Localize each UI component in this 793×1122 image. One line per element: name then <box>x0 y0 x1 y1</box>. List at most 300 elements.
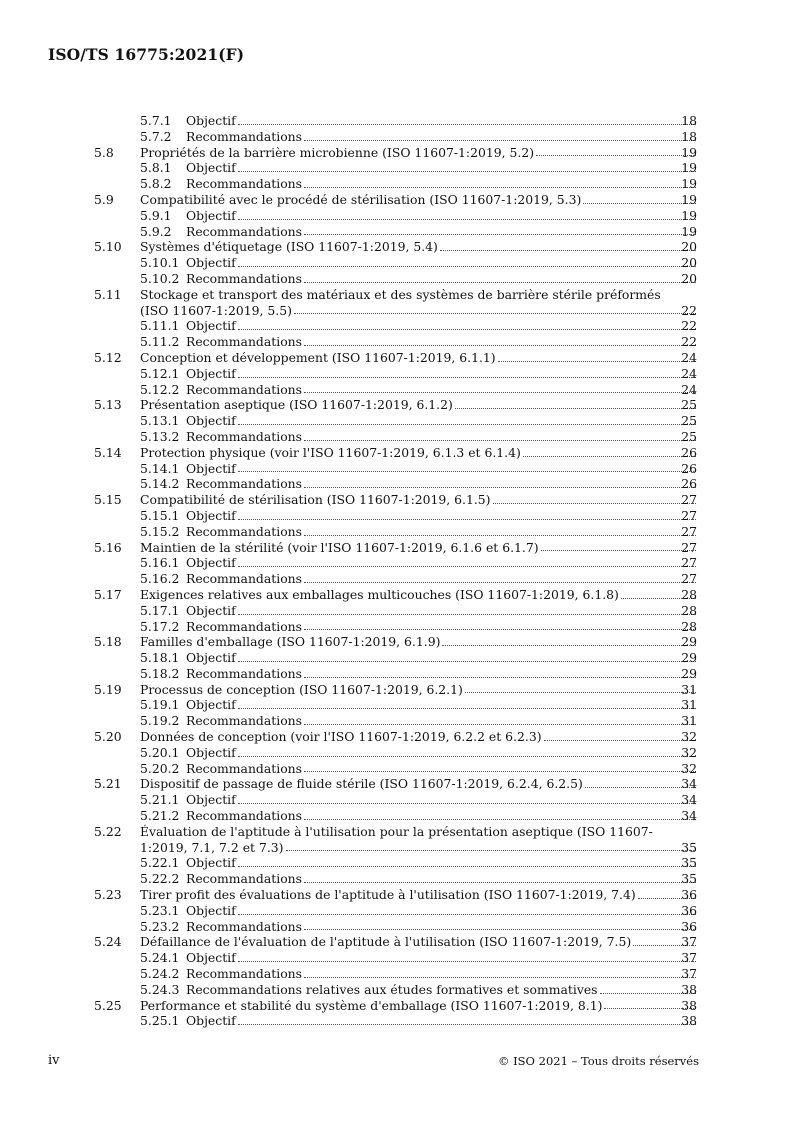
toc-dot-leader <box>304 578 696 583</box>
toc-entry-title-text: Objectif <box>186 413 236 429</box>
toc-dot-leader <box>455 404 696 409</box>
toc-entry-number: 5.11.1 <box>140 318 180 334</box>
toc-entry[interactable] <box>0 397 793 413</box>
toc-dot-leader <box>498 357 696 362</box>
toc-entry-title <box>186 366 698 382</box>
toc-entry-title <box>186 555 698 571</box>
toc-entry[interactable] <box>0 224 793 240</box>
toc-dot-leader <box>304 388 696 393</box>
toc-entry-title <box>186 160 698 176</box>
toc-entry-page: 32 <box>681 744 697 760</box>
toc-entry[interactable] <box>0 208 793 224</box>
toc-entry[interactable] <box>0 634 793 650</box>
toc-entry-title-text: 1:2019, 7.1, 7.2 et 7.3) <box>140 839 284 855</box>
toc-entry-title <box>140 492 698 508</box>
toc-entry[interactable] <box>0 413 793 429</box>
toc-entry-page: 24 <box>681 381 697 397</box>
toc-dot-leader <box>304 720 696 725</box>
toc-entry-page: 19 <box>681 176 697 192</box>
toc-entry-title <box>140 682 698 698</box>
toc-entry-page: 27 <box>681 507 697 523</box>
toc-entry-title-text: Dispositif de passage de fluide stérile (ISO 11607-1:2019, 6.2.4, 6.2.5) <box>140 776 583 792</box>
toc-entry-page: 35 <box>681 839 697 855</box>
toc-dot-leader <box>238 325 696 330</box>
toc-dot-leader <box>304 767 696 772</box>
toc-dot-leader <box>541 546 696 551</box>
toc-entry-number: 5.25 <box>94 997 122 1013</box>
toc-entry-page: 31 <box>681 697 697 713</box>
toc-entry-title-text: Objectif <box>186 744 236 760</box>
toc-dot-leader <box>304 531 696 536</box>
toc-entry-title <box>186 903 698 919</box>
toc-entry[interactable] <box>0 271 793 287</box>
toc-entry-number: 5.20.2 <box>140 760 180 776</box>
toc-dot-leader <box>583 199 696 204</box>
toc-dot-leader <box>304 815 696 820</box>
toc-entry-title <box>140 887 698 903</box>
toc-entry-page: 26 <box>681 476 697 492</box>
toc-dot-leader <box>238 120 696 125</box>
toc-entry[interactable] <box>0 934 793 950</box>
toc-dot-leader <box>304 483 696 488</box>
toc-entry-title-text: (ISO 11607-1:2019, 5.5) <box>140 302 292 318</box>
toc-entry-title-text: Évaluation de l'aptitude à l'utilisation pour la présentation aseptique (ISO 11607- <box>140 823 653 839</box>
toc-entry-title <box>186 255 698 271</box>
toc-entry[interactable] <box>0 382 793 398</box>
toc-entry-title-text: Objectif <box>186 602 236 618</box>
toc-entry-title <box>186 176 698 192</box>
toc-entry-title-text: Recommandations <box>186 428 302 444</box>
toc-dot-leader <box>465 688 696 693</box>
toc-entry[interactable] <box>0 666 793 682</box>
toc-entry-title-text: Recommandations relatives aux études formatives et sommatives <box>186 981 598 997</box>
toc-entry-page: 28 <box>681 586 697 602</box>
toc-entry-number: 5.11 <box>94 286 122 302</box>
toc-entry-page: 29 <box>681 634 697 650</box>
toc-entry[interactable] <box>0 682 793 698</box>
toc-entry-title-text: Systèmes d'étiquetage (ISO 11607-1:2019, 5.4) <box>140 239 438 255</box>
toc-dot-leader <box>304 973 696 978</box>
toc-entry-title-text: Recommandations <box>186 713 302 729</box>
toc-dot-leader <box>238 957 696 962</box>
toc-entry-page: 38 <box>681 981 697 997</box>
toc-entry-title <box>186 855 698 871</box>
toc-entry-number: 5.12.2 <box>140 381 180 397</box>
toc-dot-leader <box>544 736 696 741</box>
toc-entry-title <box>186 650 698 666</box>
toc-entry-number: 5.22.2 <box>140 871 180 887</box>
toc-entry-title-text: Recommandations <box>186 523 302 539</box>
toc-entry-title-text: Recommandations <box>186 128 302 144</box>
toc-entry[interactable] <box>0 303 793 319</box>
toc-entry[interactable] <box>0 966 793 982</box>
toc-entry-page: 37 <box>681 950 697 966</box>
toc-entry-title <box>186 413 698 429</box>
toc-entry-title-text: Objectif <box>186 1013 236 1029</box>
toc-entry-title-text: Objectif <box>186 113 236 128</box>
toc-entry-title-text: Processus de conception (ISO 11607-1:2019, 6.2.1) <box>140 681 463 697</box>
toc-entry-page: 35 <box>681 855 697 871</box>
toc-entry-number: 5.22.1 <box>140 855 180 871</box>
toc-entry-title-text: Recommandations <box>186 476 302 492</box>
toc-entry-title-text: Objectif <box>186 460 236 476</box>
toc-entry-title <box>186 571 698 587</box>
toc-dot-leader <box>238 657 696 662</box>
toc-entry-page: 19 <box>681 160 697 176</box>
toc-dot-leader <box>238 799 696 804</box>
table-of-contents <box>0 113 793 1029</box>
toc-entry[interactable] <box>0 129 793 145</box>
toc-entry[interactable] <box>0 334 793 350</box>
toc-dot-leader <box>294 309 696 314</box>
toc-entry-title <box>140 634 698 650</box>
toc-entry-page: 29 <box>681 665 697 681</box>
toc-entry-number: 5.7.1 <box>140 113 172 128</box>
toc-entry[interactable] <box>0 871 793 887</box>
toc-entry-title <box>140 192 698 208</box>
toc-entry[interactable] <box>0 113 793 129</box>
toc-entry[interactable] <box>0 998 793 1014</box>
toc-entry-title <box>186 982 698 998</box>
toc-entry[interactable] <box>0 366 793 382</box>
toc-dot-leader <box>304 341 696 346</box>
toc-entry[interactable] <box>0 287 793 303</box>
toc-dot-leader <box>286 846 697 851</box>
toc-entry-title <box>186 792 698 808</box>
toc-entry-number: 5.8.2 <box>140 176 172 192</box>
toc-entry-number: 5.18.2 <box>140 665 180 681</box>
toc-dot-leader <box>304 278 696 283</box>
toc-entry-page: 27 <box>681 539 697 555</box>
toc-entry[interactable] <box>0 950 793 966</box>
toc-entry-page: 34 <box>681 808 697 824</box>
toc-entry[interactable] <box>0 239 793 255</box>
toc-entry-page: 22 <box>681 334 697 350</box>
toc-entry-title <box>186 334 698 350</box>
toc-entry-page: 20 <box>681 255 697 271</box>
toc-entry-title-text: Recommandations <box>186 176 302 192</box>
toc-entry-title-text: Recommandations <box>186 334 302 350</box>
toc-entry[interactable] <box>0 697 793 713</box>
toc-entry-number: 5.15 <box>94 492 122 508</box>
toc-entry-title <box>140 934 698 950</box>
toc-entry-number: 5.21.2 <box>140 808 180 824</box>
toc-entry-title-text: Recommandations <box>186 760 302 776</box>
toc-entry-number: 5.16.1 <box>140 555 180 571</box>
toc-entry-page: 27 <box>681 571 697 587</box>
toc-dot-leader <box>304 673 696 678</box>
toc-entry-title-text: Exigences relatives aux emballages multicouches (ISO 11607-1:2019, 6.1.8) <box>140 586 619 602</box>
toc-entry-page: 19 <box>681 191 697 207</box>
toc-entry[interactable] <box>0 192 793 208</box>
toc-entry[interactable] <box>0 919 793 935</box>
toc-entry[interactable] <box>0 255 793 271</box>
toc-dot-leader <box>238 1020 696 1025</box>
toc-entry-number: 5.21 <box>94 776 122 792</box>
toc-entry-title <box>140 776 698 792</box>
toc-entry-number: 5.10 <box>94 239 122 255</box>
toc-entry-number: 5.24 <box>94 934 122 950</box>
toc-dot-leader <box>238 752 696 757</box>
toc-entry-number: 5.10.1 <box>140 255 180 271</box>
toc-entry-number: 5.13 <box>94 397 122 413</box>
toc-entry-title <box>186 619 698 635</box>
toc-entry-number: 5.20.1 <box>140 744 180 760</box>
toc-dot-leader <box>304 436 696 441</box>
toc-dot-leader <box>238 515 696 520</box>
toc-entry[interactable] <box>0 160 793 176</box>
toc-entry-title <box>140 824 698 840</box>
toc-dot-leader <box>536 151 696 156</box>
toc-entry-number: 5.14.2 <box>140 476 180 492</box>
toc-entry-title-text: Recommandations <box>186 270 302 286</box>
toc-entry[interactable] <box>0 145 793 161</box>
toc-entry-title-text: Recommandations <box>186 665 302 681</box>
toc-entry[interactable] <box>0 555 793 571</box>
toc-entry-title-text: Recommandations <box>186 871 302 887</box>
toc-entry-page: 34 <box>681 792 697 808</box>
toc-entry[interactable] <box>0 540 793 556</box>
toc-entry-title-text: Objectif <box>186 950 236 966</box>
toc-entry[interactable] <box>0 650 793 666</box>
toc-entry-number: 5.12 <box>94 349 122 365</box>
toc-entry-title-text: Protection physique (voir l'ISO 11607-1:2019, 6.1.3 et 6.1.4) <box>140 444 521 460</box>
toc-entry-title <box>186 745 698 761</box>
toc-entry[interactable] <box>0 824 793 840</box>
toc-entry[interactable] <box>0 840 793 856</box>
toc-entry-title <box>186 524 698 540</box>
toc-entry-title-text: Recommandations <box>186 618 302 634</box>
toc-entry-title-text: Stockage et transport des matériaux et des systèmes de barrière stérile préformés <box>140 286 661 302</box>
toc-entry-number: 5.25.1 <box>140 1013 180 1029</box>
toc-dot-leader <box>238 167 696 172</box>
toc-entry[interactable] <box>0 524 793 540</box>
toc-entry-page: 35 <box>681 871 697 887</box>
toc-entry-page: 24 <box>681 365 697 381</box>
toc-entry-title <box>186 129 698 145</box>
toc-entry[interactable] <box>0 492 793 508</box>
toc-entry-number: 5.18.1 <box>140 650 180 666</box>
toc-dot-leader <box>238 215 696 220</box>
toc-entry-title <box>140 239 698 255</box>
toc-dot-leader <box>304 878 696 883</box>
toc-entry-page: 32 <box>681 729 697 745</box>
toc-entry-title-text: Objectif <box>186 365 236 381</box>
toc-entry[interactable] <box>0 603 793 619</box>
toc-entry[interactable] <box>0 176 793 192</box>
toc-entry-page: 31 <box>681 713 697 729</box>
toc-entry-title-text: Défaillance de l'évaluation de l'aptitude à l'utilisation (ISO 11607-1:2019, 7.5) <box>140 934 632 950</box>
toc-entry[interactable] <box>0 729 793 745</box>
toc-entry-number: 5.19 <box>94 681 122 697</box>
toc-entry-title <box>186 224 698 240</box>
toc-entry-title <box>186 713 698 729</box>
toc-entry-title <box>186 271 698 287</box>
toc-entry-title-text: Familles d'emballage (ISO 11607-1:2019, 6.1.9) <box>140 634 441 650</box>
toc-dot-leader <box>523 452 696 457</box>
toc-entry-page: 20 <box>681 270 697 286</box>
toc-dot-leader <box>304 230 696 235</box>
toc-entry[interactable] <box>0 713 793 729</box>
copyright-notice: © ISO 2021 – Tous droits réservés <box>497 1054 699 1068</box>
toc-entry-number: 5.9 <box>94 191 114 207</box>
toc-entry-number: 5.24.2 <box>140 966 180 982</box>
toc-entry-number: 5.13.1 <box>140 413 180 429</box>
toc-entry-number: 5.23.2 <box>140 918 180 934</box>
toc-entry-title-text: Compatibilité de stérilisation (ISO 11607-1:2019, 6.1.5) <box>140 492 491 508</box>
toc-entry-number: 5.24.1 <box>140 950 180 966</box>
toc-dot-leader <box>304 183 696 188</box>
toc-entry[interactable] <box>0 461 793 477</box>
toc-entry-page: 26 <box>681 444 697 460</box>
toc-entry-number: 5.9.1 <box>140 207 172 223</box>
toc-entry-title <box>140 397 698 413</box>
toc-entry-title <box>186 603 698 619</box>
toc-entry-number: 5.14 <box>94 444 122 460</box>
toc-entry[interactable] <box>0 350 793 366</box>
toc-entry-page: 24 <box>681 349 697 365</box>
toc-dot-leader <box>304 136 696 141</box>
toc-entry-number: 5.17.1 <box>140 602 180 618</box>
toc-entry[interactable] <box>0 1013 793 1029</box>
toc-entry-title <box>186 666 698 682</box>
toc-entry-page: 18 <box>681 113 697 128</box>
toc-entry-page: 32 <box>681 760 697 776</box>
toc-dot-leader <box>440 246 696 251</box>
document-code: ISO/TS 16775:2021(F) <box>48 45 245 64</box>
toc-entry-page: 27 <box>681 492 697 508</box>
toc-entry-title-text: Compatibilité avec le procédé de stérilisation (ISO 11607-1:2019, 5.3) <box>140 191 582 207</box>
toc-entry-title-text: Recommandations <box>186 223 302 239</box>
toc-entry-title-text: Propriétés de la barrière microbienne (ISO 11607-1:2019, 5.2) <box>140 144 535 160</box>
toc-dot-leader <box>238 610 696 615</box>
toc-entry-title-text: Données de conception (voir l'ISO 11607-1:2019, 6.2.2 et 6.2.3) <box>140 729 542 745</box>
toc-entry-page: 37 <box>681 934 697 950</box>
toc-entry[interactable] <box>0 792 793 808</box>
toc-entry-number: 5.20 <box>94 729 122 745</box>
toc-entry-number: 5.17.2 <box>140 618 180 634</box>
toc-entry-number: 5.18 <box>94 634 122 650</box>
page-number: iv <box>48 1053 60 1068</box>
toc-entry-page: 36 <box>681 887 697 903</box>
toc-entry-title <box>186 950 698 966</box>
toc-dot-leader <box>238 467 696 472</box>
toc-entry-page: 34 <box>681 776 697 792</box>
toc-entry[interactable] <box>0 887 793 903</box>
toc-entry[interactable] <box>0 761 793 777</box>
toc-entry-number: 5.8 <box>94 144 114 160</box>
toc-entry-page: 31 <box>681 681 697 697</box>
toc-entry-title <box>186 808 698 824</box>
toc-entry-number: 5.11.2 <box>140 334 180 350</box>
toc-entry-title-text: Objectif <box>186 697 236 713</box>
toc-entry-title-text: Objectif <box>186 855 236 871</box>
toc-entry[interactable] <box>0 587 793 603</box>
toc-entry-page: 28 <box>681 618 697 634</box>
toc-entry-title <box>140 998 698 1014</box>
toc-dot-leader <box>493 499 696 504</box>
toc-entry-number: 5.19.2 <box>140 713 180 729</box>
toc-entry-number: 5.14.1 <box>140 460 180 476</box>
toc-entry[interactable] <box>0 318 793 334</box>
toc-entry-title-text: Présentation aseptique (ISO 11607-1:2019, 6.1.2) <box>140 397 453 413</box>
toc-entry-title-text: Objectif <box>186 792 236 808</box>
toc-entry[interactable] <box>0 903 793 919</box>
toc-entry[interactable] <box>0 508 793 524</box>
toc-entry-page: 28 <box>681 602 697 618</box>
toc-entry-title <box>186 508 698 524</box>
toc-entry-page: 37 <box>681 966 697 982</box>
toc-entry-page: 25 <box>681 397 697 413</box>
toc-entry-page: 19 <box>681 223 697 239</box>
toc-entry-title <box>186 761 698 777</box>
toc-entry-number: 5.16 <box>94 539 122 555</box>
toc-dot-leader <box>238 862 696 867</box>
toc-entry-page: 25 <box>681 413 697 429</box>
toc-entry-number: 5.9.2 <box>140 223 172 239</box>
toc-entry-title-text: Tirer profit des évaluations de l'aptitude à l'utilisation (ISO 11607-1:2019, 7.4) <box>140 887 636 903</box>
toc-entry-title-text: Recommandations <box>186 808 302 824</box>
toc-entry-page: 38 <box>681 1013 697 1029</box>
toc-dot-leader <box>238 562 696 567</box>
toc-entry[interactable] <box>0 776 793 792</box>
toc-dot-leader <box>238 704 696 709</box>
toc-entry-page: 19 <box>681 144 697 160</box>
toc-entry-page: 36 <box>681 918 697 934</box>
toc-entry-page: 18 <box>681 128 697 144</box>
toc-entry-title-text: Maintien de la stérilité (voir l'ISO 11607-1:2019, 6.1.6 et 6.1.7) <box>140 539 539 555</box>
toc-entry-title-text: Recommandations <box>186 571 302 587</box>
toc-entry-title <box>140 729 698 745</box>
toc-entry-title <box>186 919 698 935</box>
toc-entry-title <box>140 445 698 461</box>
toc-entry-page: 19 <box>681 207 697 223</box>
toc-entry-title-text: Objectif <box>186 160 236 176</box>
toc-entry-title <box>186 1013 698 1029</box>
toc-entry-title <box>140 287 698 303</box>
toc-entry[interactable] <box>0 855 793 871</box>
toc-entry[interactable] <box>0 429 793 445</box>
toc-entry-title <box>186 461 698 477</box>
toc-entry-page: 20 <box>681 239 697 255</box>
toc-dot-leader <box>304 925 696 930</box>
toc-entry[interactable] <box>0 982 793 998</box>
toc-entry-title <box>186 871 698 887</box>
toc-entry[interactable] <box>0 745 793 761</box>
toc-entry-page: 22 <box>681 302 697 318</box>
toc-entry[interactable] <box>0 445 793 461</box>
toc-entry-page: 29 <box>681 650 697 666</box>
toc-entry[interactable] <box>0 476 793 492</box>
toc-entry-title-text: Recommandations <box>186 918 302 934</box>
toc-entry-number: 5.22 <box>94 823 122 839</box>
toc-entry-title-text: Recommandations <box>186 966 302 982</box>
toc-entry-title <box>186 476 698 492</box>
toc-entry[interactable] <box>0 808 793 824</box>
toc-entry[interactable] <box>0 571 793 587</box>
toc-entry-title <box>140 145 698 161</box>
toc-entry[interactable] <box>0 619 793 635</box>
toc-entry-number: 5.15.1 <box>140 507 180 523</box>
toc-dot-leader <box>442 641 696 646</box>
toc-entry-number: 5.23.1 <box>140 902 180 918</box>
toc-entry-title <box>186 208 698 224</box>
toc-dot-leader <box>238 262 696 267</box>
toc-entry-page: 22 <box>681 318 697 334</box>
toc-entry-number: 5.12.1 <box>140 365 180 381</box>
toc-entry-title-text: Objectif <box>186 255 236 271</box>
toc-entry-title <box>140 540 698 556</box>
